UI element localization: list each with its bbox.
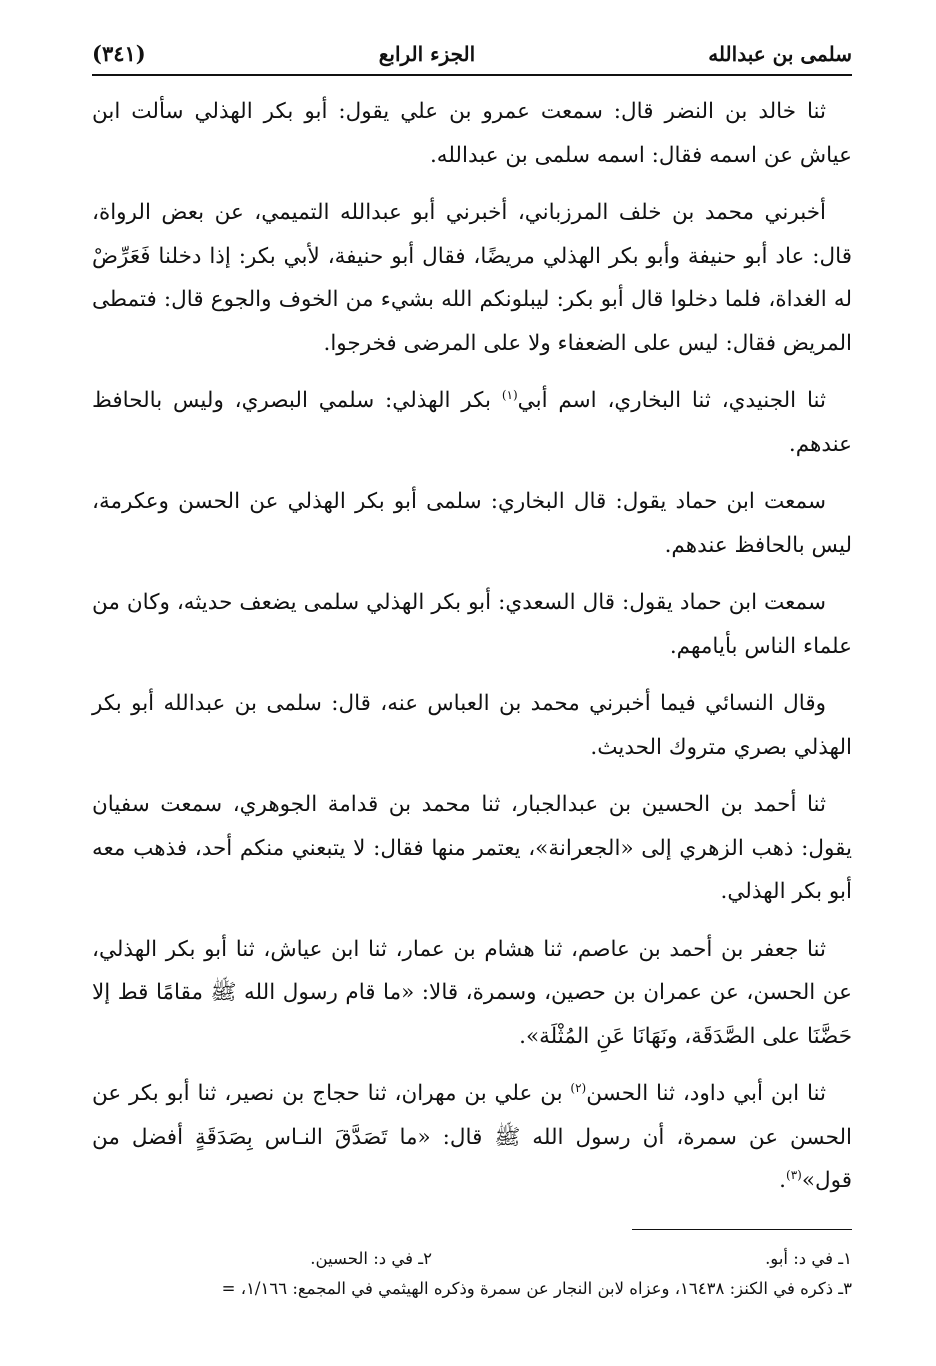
running-head-part: الجزء الرابع	[378, 42, 476, 66]
footnote-row	[92, 1244, 852, 1274]
footnote-2: ٢ـ في د: الحسين.	[310, 1248, 432, 1268]
paragraph: أخبرني محمد بن خلف المرزباني، أخبرني أبو عبدالله التميمي، عن بعض الرواة، قال: عاد أبو حنيفة وأبو بكر الهذلي مريضًا، فقال أبو حنيفة، لأبي بكر: إذا دخلنا فَعَرِّضْ له الغداة، فلما دخلوا قال أبو بكر: ليبلونكم الله بشيء من الخوف والجوع قال: فتمطى المريض فقال: ليس على الضعفاء ولا على المرضى فخرجوا.	[92, 200, 852, 356]
footnote-ref: (١)	[501, 387, 518, 402]
paragraph-text: بكر الهذلي: سلمي البصري، وليس بالحافظ عندهم.	[92, 388, 852, 457]
header-rule	[92, 74, 852, 76]
paragraph-text: .	[779, 1168, 786, 1193]
paragraph: ثنا جعفر بن أحمد بن عاصم، ثنا هشام بن عمار، ثنا ابن عياش، ثنا أبو بكر الهذلي، عن الحسن، عن عمران بن حصين، وسمرة، قالا: «ما قام رسول الله ﷺ مقامًا قط إلا حَضَّنَا على الصَّدَقَة، ونَهَانَا عَنِ المُثْلَة».	[92, 936, 852, 1049]
paragraph: وقال النسائي فيما أخبرني محمد بن العباس عنه، قال: سلمى بن عبدالله أبو بكر الهذلي بصري متروك الحديث.	[92, 691, 852, 760]
footnote-ref: (٢)	[570, 1080, 587, 1095]
paragraph: ثنا خالد بن النضر قال: سمعت عمرو بن علي يقول: أبو بكر الهذلي سألت ابن عياش عن اسمه فقال: اسمه سلمى بن عبدالله.	[92, 99, 852, 168]
footnote-rule	[632, 1229, 852, 1230]
running-head-author: سلمى بن عبدالله	[708, 42, 852, 66]
paragraph: سمعت ابن حماد يقول: قال البخاري: سلمى أبو بكر الهذلي عن الحسن وعكرمة، ليس بالحافظ عندهم.	[92, 489, 852, 558]
page-number: (٣٤١)	[92, 41, 146, 66]
paragraph	[92, 379, 852, 466]
footnote-3: ٣ـ ذكره في الكنز: ١٦٤٣٨، وعزاه لابن النجار عن سمرة وذكره الهيثمي في المجمع: ١/١٦٦، =	[221, 1278, 852, 1298]
footnote-1: ١ـ في د: أبو.	[765, 1248, 852, 1268]
paragraph-text: بن علي بن مهران، ثنا حجاج بن نصير، ثنا أبو بكر عن الحسن عن سمرة، أن رسول الله ﷺ قال: «ما تَصَدَّقَ النـاس بِصَدَقَةٍ أفضل من قول»	[92, 1081, 852, 1193]
book-page	[92, 26, 852, 1316]
footnote-ref: (٣)	[786, 1167, 802, 1182]
running-head	[92, 26, 852, 66]
paragraph: ثنا أحمد بن الحسين بن عبدالجبار، ثنا محمد بن قدامة الجوهري، سمعت سفيان يقول: ذهب الزهري إلى «الجعرانة»، يعتمر منها فقال: لا يتبعني منكم أحد، فذهب معه أبو بكر الهذلي.	[92, 792, 852, 904]
paragraph: سمعت ابن حماد يقول: قال السعدي: أبو بكر الهذلي سلمى يضعف حديثه، وكان من علماء الناس بأيامهم.	[92, 590, 852, 659]
paragraph-text: ثنا الجنيدي، ثنا البخاري، اسم أبي	[517, 388, 826, 413]
footnotes	[92, 1244, 852, 1304]
main-text	[92, 90, 852, 1203]
paragraph-text: ثنا ابن أبي داود، ثنا الحسن	[586, 1081, 826, 1106]
paragraph	[92, 1072, 852, 1203]
